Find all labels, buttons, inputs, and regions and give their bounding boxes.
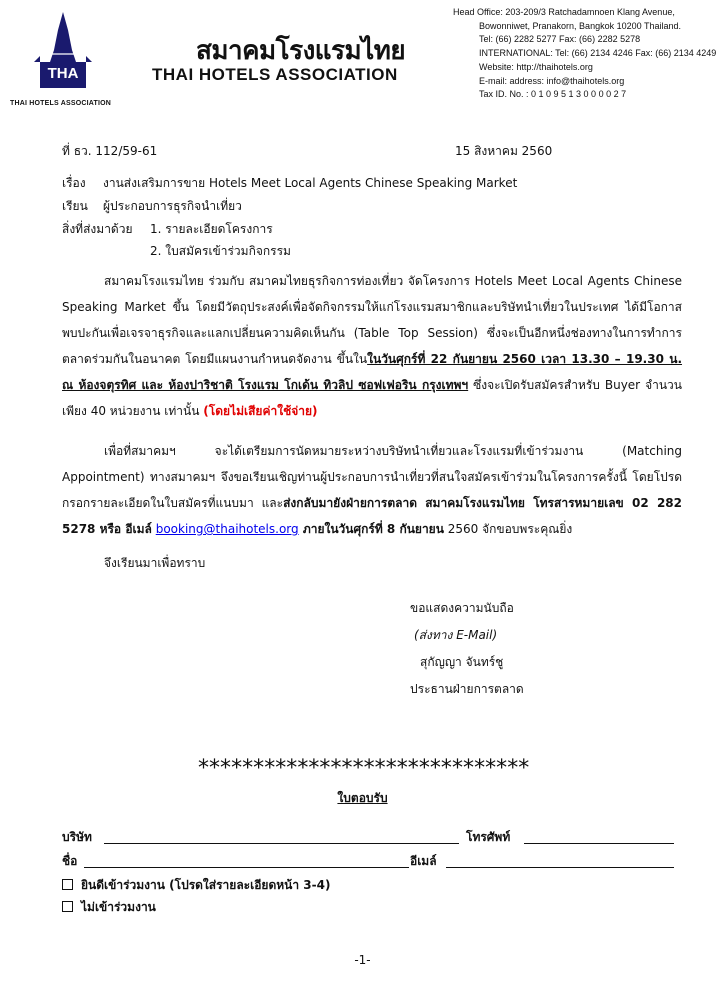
option-decline[interactable] xyxy=(62,894,156,920)
star-separator: ****************************** xyxy=(196,756,529,781)
reference-number: ที่ ธว. 112/59-61 xyxy=(62,144,158,158)
option-attend-label: ยินดีเข้าร่วมงาน (โปรดใส่รายละเอียดหน้า 3-4) xyxy=(81,878,331,892)
letter-date: 15 สิงหาคม 2560 xyxy=(455,144,553,158)
signature-name: สุกัญญา จันทร์ชู xyxy=(420,655,504,669)
to-text: ผู้ประกอบการธุรกิจนำเที่ยว xyxy=(103,199,242,213)
org-name-english: THAI HOTELS ASSOCIATION xyxy=(152,65,398,84)
free-of-charge-note: (โดยไม่เสียค่าใช้จ่าย) xyxy=(203,404,318,418)
signature-title: ประธานฝ่ายการตลาด xyxy=(410,682,524,696)
head-office-line: Bowonniwet, Pranakorn, Bangkok 10200 Thailand. xyxy=(479,20,681,31)
reply-form-title: ใบตอบรับ xyxy=(337,791,388,805)
event-date-venue: ในวันศุกร์ที่ 22 กันยายน 2560 เวลา 13.30 – 19.30 น. ณ ห้องจตุรทิศ และ ห้องปาริชาติ โรงแรม โกเด้น ทิวลิป ซอฟเฟอริน กรุงเทพฯ xyxy=(62,352,683,392)
paragraph-project xyxy=(62,268,682,424)
deadline: ภายในวันศุกร์ที่ 8 กันยายน xyxy=(298,522,444,536)
email-label: อีเมล์ xyxy=(410,854,437,868)
subject-text: งานส่งเสริมการขาย Hotels Meet Local Agents Chinese Speaking Market xyxy=(103,176,518,190)
phone-field[interactable] xyxy=(524,843,674,844)
org-name-thai: สมาคมโรงแรมไทย xyxy=(196,36,406,66)
name-label: ชื่อ xyxy=(62,854,78,868)
enclosure-label: สิ่งที่ส่งมาด้วย xyxy=(62,222,133,236)
name-field[interactable] xyxy=(84,867,409,868)
head-office-line: Website: http://thaihotels.org xyxy=(479,61,593,72)
subject-label: เรื่อง xyxy=(62,176,86,190)
head-office-line: INTERNATIONAL: Tel: (66) 2134 4246 Fax: (66) 2134 4249 xyxy=(479,48,717,59)
signature-regards: ขอแสดงความนับถือ xyxy=(410,601,514,615)
company-label: บริษัท xyxy=(62,830,92,844)
head-office-line: Head Office: 203-209/3 Ratchadamnoen Klang Avenue, xyxy=(453,7,675,17)
head-office-line: Tax ID. No. : 0 1 0 9 5 1 3 0 0 0 0 2 7 xyxy=(479,89,627,100)
paragraph-registration xyxy=(62,438,682,542)
signature-via: (ส่งทาง E-Mail) xyxy=(414,628,498,642)
paragraph-text: 2560 จักขอบพระคุณยิ่ง xyxy=(443,522,573,536)
option-decline-label: ไม่เข้าร่วมงาน xyxy=(81,900,156,914)
head-office-line: Tel: (66) 2282 5277 Fax: (66) 2282 5278 xyxy=(479,34,641,45)
company-field[interactable] xyxy=(104,843,459,844)
booking-email-link[interactable]: booking@thaihotels.org xyxy=(155,522,299,536)
email-field[interactable] xyxy=(446,867,674,868)
page-number: -1- xyxy=(354,953,371,967)
to-label: เรียน xyxy=(62,199,88,213)
paragraph-text: สมาคมโรงแรมไทย ร่วมกับ สมาคมไทยธุรกิจการท่องเที่ยว จัดโครงการ Hotels Meet Local Agents Chinese Speaking Market ขึ้น โดยมีวัตถุประสงค์เพื่อจัดกิจกรรมให้แก่โรงแรมสมาชิกและบริษัทนำเที่ยวในประเทศ ได้มีโอกาสพบปะกันเพื่อเจรจาธุรกิจและแลกเปลี่ยนความคิดเห็นกัน (Table Top Session) ซึ่งจะเป็นอีกหนึ่งช่องทางในการทำการตลาดร่วมกันในอนาคต โดยมีแผนงานกำหนดจัดงาน ขึ้นใน xyxy=(62,274,682,366)
paragraph-text: เพื่อที่สมาคมฯ จะได้เตรียมการนัดหมายระหว่างบริษัทนำเที่ยวและโรงแรมที่เข้าร่วมงาน (Matching Appointment) ทางสมาคมฯ จึงขอเรียนเชิญท่านผู้ประกอบการนำเที่ยวที่สนใจสมัครเข้าร่วมในโครงการครั้งนี้ โดยโปรดกรอกรายละเอียดในใบสมัครที่แนบมา และ xyxy=(62,444,682,510)
return-instructions: ส่งกลับมายังฝ่ายการตลาด สมาคมโรงแรมไทย โทรสารหมายเลข 02 282 5278 หรือ อีเมล์ xyxy=(62,496,682,536)
closing-line: จึงเรียนมาเพื่อทราบ xyxy=(104,556,206,570)
paragraph-text: ซึ่งจะเปิดรับสมัครสำหรับ Buyer จำนวนเพียง 40 หน่วยงาน เท่านั้น xyxy=(62,378,682,418)
logo-caption: THAI HOTELS ASSOCIATION xyxy=(10,100,112,107)
enclosure-item: 2. ใบสมัครเข้าร่วมกิจกรรม xyxy=(150,244,291,258)
checkbox-attend[interactable] xyxy=(62,879,73,890)
checkbox-decline[interactable] xyxy=(62,901,73,912)
head-office-block xyxy=(453,6,725,102)
enclosure-item: 1. รายละเอียดโครงการ xyxy=(150,222,273,236)
head-office-line: E-mail: address: info@thaihotels.org xyxy=(479,75,625,86)
logo-letters: THA xyxy=(47,65,79,82)
association-logo xyxy=(28,10,98,100)
phone-label: โทรศัพท์ xyxy=(466,830,511,844)
